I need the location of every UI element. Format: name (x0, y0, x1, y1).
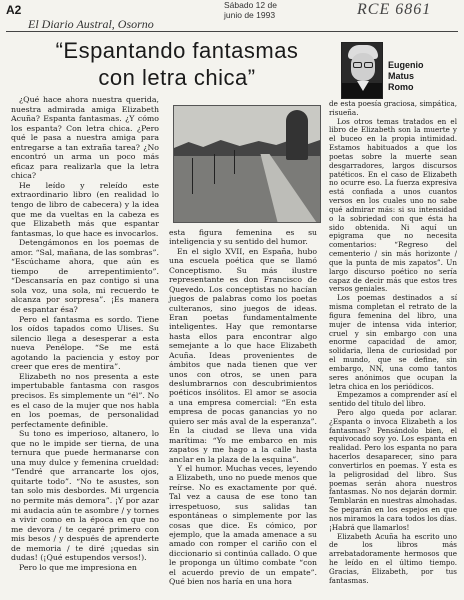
paragraph: Pero algo queda por aclarar. ¿Espanta o invoca Elizabeth a los fantasmas? Pensándolo bien, el equivocado soy yo. Los espanta en realidad. Pero los espanta no para hacerlos desaparecer, sino para convertirlos en poemas. Y esta es la peligrosidad del libro. Sus poemas serán ahora nuestros fantasmas. No nos dejarán dormir. Temblarán en nuestras almohadas. Se pegarán en los espejos en que nos miramos la cara todos los días. ¡Habrá que llamarlos! (329, 407, 457, 532)
author-middle: Matus (388, 71, 415, 81)
author-last: Romo (388, 82, 414, 92)
date-line-2: junio de 1993 (224, 10, 276, 20)
paragraph: Los poemas destinados a sí misma completan el retrato de la figura femenina del libro, una mujer de intensa vida interior, cruel y sin embargo con una enorme capacidad de amor, solidaria, llena de curiosidad por el mundo, que se define, sin embargo, NN, una como tantos seres anónimos que ocupan la letra chica en los periódicos. (329, 293, 457, 391)
landscape-photo (173, 105, 321, 223)
paragraph: He leído y releído este extraordinario libro (en realidad lo tengo de libro de cabecera) y la idea que me da vueltas en la cabeza es que Elizabeth más que espantar fantasmas, lo que hace es invocarlos. (11, 180, 159, 238)
paragraph: Los otros temas tratados en el libro de Elizabeth son la muerte y el buceo en la propia intimidad. Estamos habituados a que los poetas sobre la muerte sean desgarradores, largos discursos patéticos. En el caso de Elizabeth no ocurre eso. La fuerza expresiva está confiada a unos cuantos versos en los cuales uno no sabe qué admirar más: si su intensidad o la sobriedad con que ésta ha sido obtenida. Ni aquí un epigrama que no necesita comentarios: “Regreso del cementerio / sin más horizonte / que la punta de mis zapatos”. Un largo discurso poético no sería capaz de decir más que estos tres versos geniales. (329, 116, 457, 294)
paragraph: En el siglo XVII, en España, hubo una escuela poética que se llamó Conceptismo. Su más ilustre representante es don Francisco de Quevedo. Los conceptistas no hacían juegos de palabras como los poetas culteranos, sino juegos de ideas. Eran poetas fundamentalmente inteligentes. Hay que remontarse hasta ellos para encontrar algo semejante a lo que hace Elizabeth Acuña. Ideas provenientes de ámbitos que nada tienen que ver unos con otros, se unen para deslumbrarnos con descubrimientos poéticos insólitos. El amor se asocia a una empresa comercial: “En esta empresa de pocas ganancias yo no quiero ser más aval de la esperanza”. En la ciudad se lleva una vida marítima: “Yo me embarco en mis zapatos y me hago a la calle hasta anclar en la plaza de la esquina”. (169, 246, 317, 464)
column-3 (329, 100, 457, 586)
article-title (22, 37, 332, 91)
column-2 (169, 228, 317, 587)
paragraph: Pero el fantasma es sordo. Tiene los oídos tapados como Ulises. Su silencio llega a desesperar a esta nueva Penélope. “Se me está agotando la paciencia y estoy por creer que eres de mentira”. (11, 314, 159, 372)
date-line (224, 0, 277, 20)
paragraph: Detengámonos en los poemas de amor. “Sal, mañana, de las sombras”. “Escúchame ahora, que aún es tiempo de arrepentimiento”. “Descansaría en paz contigo si una sola voz, una sola, mi recuerdo te alcanza por sorpresa”. ¡Es manera de espantar ésa? (11, 238, 159, 315)
paragraph: Empezamos a comprender así el sentido del título del libro. (329, 390, 457, 409)
paragraph: ¿Qué hace ahora nuestra querida, nuestra admirada amiga Elizabeth Acuña? Espanta fantasmas. ¿Y cómo los espanta? Con letra chica. ¿Pero qué le pasa a nuestra amiga para entregarse a tan extraña tarea? ¿No encontró un arma un poco más eficaz para realizarla que la letra chica? (11, 95, 159, 181)
paragraph: de esta poesía graciosa, simpática, risueña. (329, 99, 457, 117)
paragraph: Su tono es imperioso, altanero, lo que no le impide ser tierna, de una ternura que puede hermanarse con una muy dulce y femenina crueldad: “Tendré que arrancarte los ojos, quitarte todo”. “No te asustes, son tan solo mis desbordes. Mi urgencia no permite más demora”. ¡Y por azar mi audacia aún te asombre / y tornes a vivir como en la época en que no me devora / te cegaré primero con mis besos / y después de aprenderte de memoria / te diré ¡quedas sin dudas! (¡Qué estupendos versos!). (11, 429, 159, 563)
paragraph: Elizabeth Acuña ha escrito uno de los libros más arrebatadoramente hermosos que he leído en el último tiempo. Gracias, Elizabeth, por tus fantasmas. (329, 531, 457, 585)
page-number: A2 (6, 3, 22, 17)
author-first: Eugenio (388, 60, 424, 70)
date-line-1: Sábado 12 de (224, 0, 277, 10)
paragraph: esta figura femenina es su inteligencia y su sentido del humor. (169, 228, 317, 247)
title-line-1: “Espantando fantasmas (55, 38, 299, 63)
author-portrait (341, 42, 383, 99)
header-divider (6, 31, 458, 32)
column-1 (11, 95, 159, 572)
catalog-code-stamp: RCE 6861 (357, 1, 432, 18)
title-line-2: con letra chica” (98, 65, 256, 90)
author-byline (388, 60, 424, 93)
paragraph: Pero lo que me impresiona en (19, 562, 137, 572)
paragraph: Elizabeth no nos presenta a este impertubable fantasma con rasgos precisos. Es simplemente un “él”. No es el caso de la mujer que nos habla en los poemas, de personalidad perfectamente definible. (11, 371, 159, 429)
paragraph: Y el humor. Muchas veces, leyendo a Elizabeth, uno no puede menos que reírse. No es exactamente por qué. Tal vez a causa de ese tono tan irrespetuoso, sus salidas tan espontáneas o simplemente por las cosas que dice. Es cómico, por ejemplo, que la amada amenace a su amado con romper el cariño con el diccionario si continúa callado. O que le proponga un último combate “con el acuerdo previo de un empate”. Qué bien nos haría en una hora (169, 463, 317, 587)
handwritten-source: El Diario Austral, Osorno (28, 17, 154, 31)
